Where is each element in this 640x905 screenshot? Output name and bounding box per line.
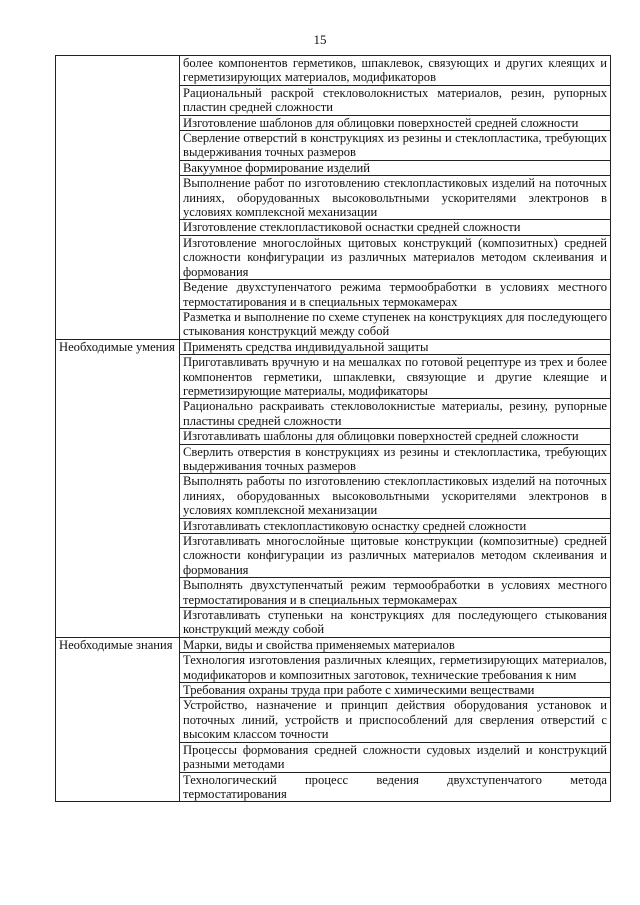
table-cell: Требования охраны труда при работе с химическими веществами <box>180 683 611 698</box>
table-cell: Выполнять двухступенчатый режим термообработки в условиях местного термостатирования и в специальных термокамерах <box>180 578 611 608</box>
table-cell: Приготавливать вручную и на мешалках по готовой рецептуре из трех и более компонентов герметики, шпаклевки, связующие и другие клеящие и герметизирующие материалы, модификаторы <box>180 355 611 399</box>
row-label-skills: Необходимые умения <box>56 339 180 637</box>
table-cell: Рационально раскраивать стекловолокнистые материалы, резину, рупорные пластины средней сложности <box>180 399 611 429</box>
row-label-knowledge: Необходимые знания <box>56 637 180 801</box>
table-cell: более компонентов герметиков, шпаклевок, связующих и других клеящих и герметизирующих материалов, модификаторов <box>180 56 611 86</box>
table-cell: Вакуумное формирование изделий <box>180 160 611 175</box>
table-cell: Изготавливать многослойные щитовые конструкции (композитные) средней сложности конфигурации из различных материалов методом склеивания и формования <box>180 534 611 578</box>
table-cell: Сверление отверстий в конструкциях из резины и стеклопластика, требующих выдерживания точных размеров <box>180 131 611 161</box>
table-row <box>56 56 611 86</box>
table-cell: Технология изготовления различных клеящих, герметизирующих материалов, модификаторов и композитных заготовок, технические требования к ним <box>180 653 611 683</box>
competency-table <box>55 55 611 802</box>
table-cell: Рациональный раскрой стекловолокнистых материалов, резин, рупорных пластин средней сложности <box>180 85 611 115</box>
table-cell: Технологический процесс ведения двухступенчатого метода термостатирования <box>180 772 611 802</box>
table-cell: Процессы формования средней сложности судовых изделий и конструкций разными методами <box>180 742 611 772</box>
table-row <box>56 339 611 354</box>
table-cell: Изготавливать стеклопластиковую оснастку средней сложности <box>180 518 611 533</box>
table-cell: Выполнение работ по изготовлению стеклопластиковых изделий на поточных линиях, оборудованных высоковольтными ускорителями электронов в условиях комплексной механизации <box>180 176 611 220</box>
table-cell: Изготовление стеклопластиковой оснастки средней сложности <box>180 220 611 235</box>
table-cell: Сверлить отверстия в конструкциях из резины и стеклопластика, требующих выдерживания точных размеров <box>180 444 611 474</box>
table-cell: Изготовление шаблонов для облицовки поверхностей средней сложности <box>180 115 611 130</box>
page-number: 15 <box>313 32 327 47</box>
table-row <box>56 637 611 652</box>
table-cell: Марки, виды и свойства применяемых материалов <box>180 637 611 652</box>
table-cell: Устройство, назначение и принцип действия оборудования установок и поточных линий, устройств и приспособлений для сверления отверстий с высоким классом точности <box>180 698 611 742</box>
table-cell: Изготавливать ступеньки на конструкциях для последующего стыкования конструкций между собой <box>180 608 611 638</box>
table-cell: Разметка и выполнение по схеме ступенек на конструкциях для последующего стыкования конструкций между собой <box>180 309 611 339</box>
table-cell: Изготовление многослойных щитовых конструкций (композитных) средней сложности конфигурации из различных материалов методом склеивания и формования <box>180 235 611 279</box>
table-cell: Выполнять работы по изготовлению стеклопластиковых изделий на поточных линиях, оборудованных высоковольтными ускорителями электронов в условиях комплексной механизации <box>180 474 611 518</box>
table-cell: Изготавливать шаблоны для облицовки поверхностей средней сложности <box>180 429 611 444</box>
table-cell: Применять средства индивидуальной защиты <box>180 339 611 354</box>
row-label-cell <box>56 56 180 340</box>
table-cell: Ведение двухступенчатого режима термообработки в условиях местного термостатирования и в специальных термокамерах <box>180 280 611 310</box>
